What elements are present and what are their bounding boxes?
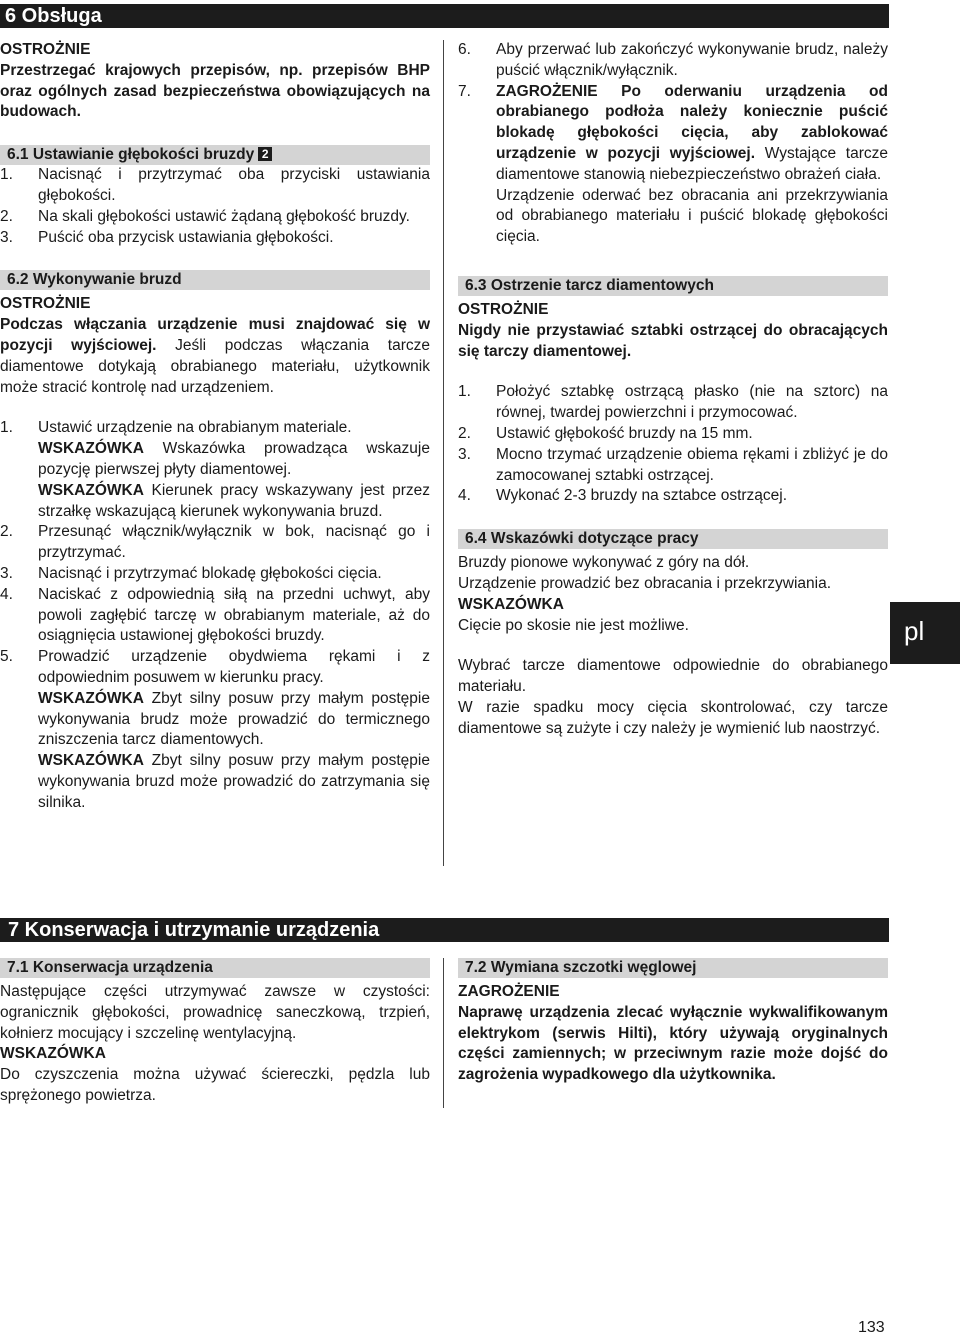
list-item: 7. ZAGROŻENIE Po oderwaniu urządzenia od obrabianego podłoża należy koniecznie puścić blokadę głębokości cięcia, aby zablokować urządzenie w pozycji wyjściowej. Wystające tarcze diamentowe stanowią niebezpieczeństwo obrażeń ciała. Urządzenie oderwać bez obracania ani przekrzywiania od obrabianego materiału i puścić blokadę głębokości cięcia. bbox=[458, 82, 888, 246]
list-item: 1. Nacisnąć i przytrzymać oba przyciski ustawiania głębokości. bbox=[0, 166, 430, 204]
language-code: pl bbox=[904, 616, 925, 646]
language-tab bbox=[890, 602, 960, 664]
page-number: 133 bbox=[858, 1319, 885, 1336]
section-7-left-column bbox=[0, 958, 430, 1107]
section-6-header bbox=[0, 4, 889, 28]
section-7-title: 7 Konserwacja i utrzymanie urządzenia bbox=[8, 919, 380, 941]
subsection-6-2-steps-continued bbox=[458, 40, 888, 248]
intro-caution-text: Przestrzegać krajowych przepisów, np. przepisów BHP oraz ogólnych zasad bezpieczeństwa obowiązujących na budowach. bbox=[0, 61, 430, 121]
section-7-header bbox=[0, 918, 889, 942]
list-item: 4. Naciskać z odpowiednią siłą na przedni uchwyt, aby powoli zagłębić tarczę w obrabianym materiale, aż do osiągnięcia ustawionej głębokości bruzdy. bbox=[0, 585, 430, 645]
subsection-6-2-heading bbox=[0, 270, 430, 290]
list-item: 2. Ustawić głębokość bruzdy na 15 mm. bbox=[458, 424, 753, 442]
subsection-6-1-heading bbox=[0, 145, 430, 165]
list-item: 3. Mocno trzymać urządzenie obiema rękami i zbliżyć je do zamocowanej sztabki ostrzącej. bbox=[458, 445, 888, 484]
subsection-6-1-title: 6.1 Ustawianie głębokości bruzdy bbox=[7, 146, 255, 164]
list-item: 2. Na skali głębokości ustawić żądaną głębokość bruzdy. bbox=[0, 207, 410, 225]
list-item: 4. Wykonać 2-3 bruzdy na sztabce ostrzącej. bbox=[458, 487, 788, 505]
s64-paragraph: Urządzenie prowadzić bez obracania i przekrzywiania. bbox=[458, 574, 832, 592]
section-6-left-column bbox=[0, 40, 430, 814]
list-item: 3. Nacisnąć i przytrzymać blokadę głębokości cięcia. bbox=[0, 564, 382, 582]
subsection-6-4-title: 6.4 Wskazówki dotyczące pracy bbox=[465, 530, 699, 548]
column-divider bbox=[443, 958, 444, 1108]
subsection-6-3-heading bbox=[458, 276, 888, 296]
s63-caution-label: OSTROŻNIE bbox=[458, 300, 549, 318]
s64-hint-label: WSKAZÓWKA bbox=[458, 595, 564, 613]
subsection-6-1-steps bbox=[0, 165, 430, 248]
s71-hint-label: WSKAZÓWKA bbox=[0, 1045, 106, 1063]
subsection-7-1-title: 7.1 Konserwacja urządzenia bbox=[7, 959, 213, 976]
section-6-title: 6 Obsługa bbox=[5, 5, 102, 27]
subsection-7-2-title: 7.2 Wymiana szczotki węglowej bbox=[465, 959, 697, 976]
list-item: 5. Prowadzić urządzenie obydwiema rękami i z odpowiednim posuwem w kierunku pracy. WSKAZÓWKA Zbyt silny posuw przy małym postępie wykonywania brudz może prowadzić do termicznego zniszczenia tarcz diamentowych. WSKAZÓWKA Zbyt silny posuw przy małym postępie wykonywania bruzd może prowadzić do zatrzymania się silnika. bbox=[0, 648, 430, 811]
subsection-6-4-heading bbox=[458, 529, 888, 549]
subsection-6-3-steps bbox=[458, 382, 888, 507]
list-item: 6. Aby przerwać lub zakończyć wykonywanie brudz, należy puścić włącznik/wyłącznik. bbox=[458, 41, 888, 79]
s71-paragraph: Do czyszczenia można używać ściereczki, pędzla lub sprężonego powietrza. bbox=[0, 1066, 430, 1104]
list-item: 1. Ustawić urządzenie na obrabianym materiale. WSKAZÓWKA Wskazówka prowadząca wskazuje pozycję pierwszej płyty diamentowej. WSKAZÓWKA Kierunek pracy wskazywany jest przez strzałkę wskazującą kierunek wykonywania bruzd. bbox=[0, 419, 430, 520]
s71-paragraph: Następujące części utrzymywać zawsze w czystości: ogranicznik głębokości, prowadnicę saneczkową, trzpień, kołnierz mocujący i szczelinę wentylacyjną. bbox=[0, 983, 430, 1042]
s64-paragraph: Cięcie po skosie nie jest możliwe. bbox=[458, 616, 689, 634]
subsection-6-2-steps bbox=[0, 418, 430, 813]
s64-paragraph: W razie spadku mocy cięcia skontrolować, czy tarcze diamentowe są zużyte i czy należy je wymienić lub naostrzyć. bbox=[458, 698, 888, 737]
figure-reference-badge: 2 bbox=[258, 147, 272, 161]
column-divider bbox=[443, 40, 444, 866]
s72-warning: Naprawę urządzenia zlecać wyłącznie wykwalifikowanym elektrykom (serwis Hilti), który używają oryginalnych części zamiennych; w przeciwnym razie może dojść do zagrożenia wypadkowego dla użytkownika. bbox=[458, 1003, 888, 1084]
s72-danger-label: ZAGROŻENIE bbox=[458, 983, 560, 1000]
list-item: 3. Puścić oba przycisk ustawiania głębokości. bbox=[0, 228, 334, 246]
s62-warning: Podczas włączania urządzenie musi znajdować się w pozycji wyjściowej. Jeśli podczas włączania tarcze diamentowe dotykają obrabianego materiału, użytkownik może stracić kontrolę nad urządzeniem. bbox=[0, 316, 430, 396]
subsection-7-2-heading bbox=[458, 958, 888, 978]
s64-paragraph: Wybrać tarcze diamentowe odpowiednie do obrabianego materiału. bbox=[458, 657, 888, 696]
section-6-right-column bbox=[458, 40, 888, 740]
section-7-right-column bbox=[458, 958, 888, 1086]
subsection-6-2-title: 6.2 Wykonywanie bruzd bbox=[7, 271, 182, 289]
subsection-7-1-heading bbox=[0, 958, 430, 978]
subsection-6-3-title: 6.3 Ostrzenie tarcz diamentowych bbox=[465, 276, 714, 294]
s63-warning: Nigdy nie przystawiać sztabki ostrzącej do obracających się tarczy diamentowej. bbox=[458, 321, 888, 360]
list-item: 1. Położyć sztabkę ostrzącą płasko (nie na sztorc) na równej, twardej powierzchni i przymocować. bbox=[458, 383, 888, 422]
s62-caution-label: OSTROŻNIE bbox=[0, 295, 91, 313]
s64-paragraph: Bruzdy pionowe wykonywać z góry na dół. bbox=[458, 554, 750, 572]
list-item: 2. Przesunąć włącznik/wyłącznik w bok, nacisnąć go i przytrzymać. bbox=[0, 523, 430, 562]
intro-caution-label: OSTROŻNIE bbox=[0, 41, 91, 58]
